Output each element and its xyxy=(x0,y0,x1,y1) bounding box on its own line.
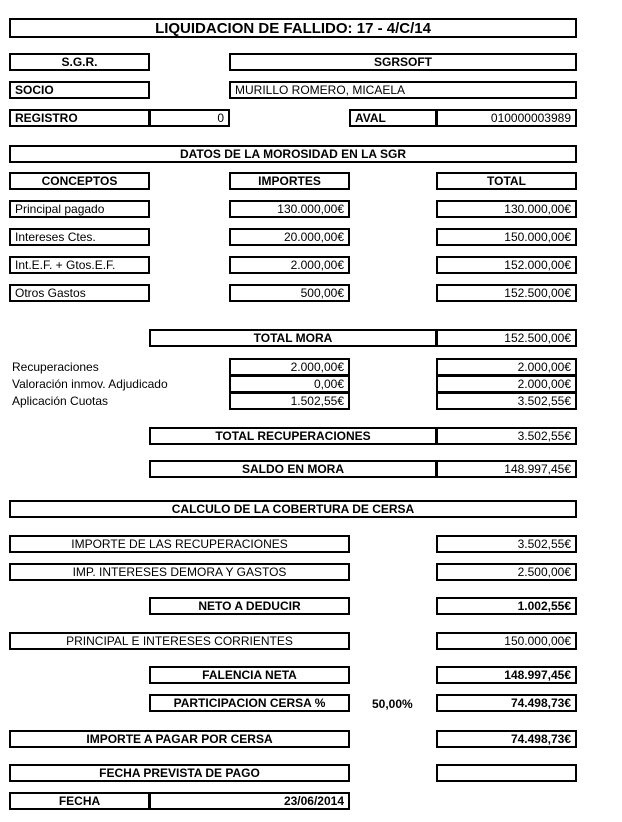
principal-intereses-value: 150.000,00€ xyxy=(436,632,577,650)
total-otros-gastos: 152.500,00€ xyxy=(436,284,577,302)
saldo-mora-value: 148.997,45€ xyxy=(436,460,577,478)
col-header-total: TOTAL xyxy=(436,172,577,190)
importe-recuperaciones-value: 3.502,55€ xyxy=(436,535,577,553)
neto-deducir-label: NETO A DEDUCIR xyxy=(149,597,350,615)
importe-otros-gastos: 500,00€ xyxy=(229,284,350,302)
registro-label: REGISTRO xyxy=(9,109,150,127)
total-mora-label: TOTAL MORA xyxy=(149,329,437,347)
total-mora-value: 152.500,00€ xyxy=(436,329,577,347)
col-header-conceptos: CONCEPTOS xyxy=(9,172,150,190)
aplicacion-cuotas-total: 3.502,55€ xyxy=(436,392,577,410)
fecha-prevista-label: FECHA PREVISTA DE PAGO xyxy=(9,764,350,782)
morosidad-section-title: DATOS DE LA MOROSIDAD EN LA SGR xyxy=(9,145,577,163)
aval-label: AVAL xyxy=(349,109,437,127)
valoracion-importe: 0,00€ xyxy=(229,375,350,393)
aplicacion-cuotas-label: Aplicación Cuotas xyxy=(12,394,109,408)
recuperaciones-total: 2.000,00€ xyxy=(436,358,577,376)
total-intereses-ctes: 150.000,00€ xyxy=(436,228,577,246)
participacion-value: 74.498,73€ xyxy=(436,694,577,712)
fecha-prevista-value xyxy=(436,764,577,782)
fecha-label: FECHA xyxy=(9,792,150,810)
sgr-value: SGRSOFT xyxy=(229,53,577,71)
total-recuperaciones-label: TOTAL RECUPERACIONES xyxy=(149,427,437,445)
recuperaciones-importe: 2.000,00€ xyxy=(229,358,350,376)
imp-intereses-value: 2.500,00€ xyxy=(436,563,577,581)
importe-pagar-value: 74.498,73€ xyxy=(436,730,577,748)
concepto-principal-pagado: Principal pagado xyxy=(9,200,150,218)
valoracion-total: 2.000,00€ xyxy=(436,375,577,393)
participacion-pct: 50,00% xyxy=(372,697,413,711)
col-header-importes: IMPORTES xyxy=(229,172,350,190)
falencia-neta-value: 148.997,45€ xyxy=(436,666,577,684)
concepto-intereses-ctes: Intereses Ctes. xyxy=(9,228,150,246)
principal-intereses-label: PRINCIPAL E INTERESES CORRIENTES xyxy=(9,632,350,650)
socio-value: MURILLO ROMERO, MICAELA xyxy=(229,81,577,99)
aval-value: 010000003989 xyxy=(436,109,577,127)
importe-intereses-ctes: 20.000,00€ xyxy=(229,228,350,246)
recuperaciones-label: Recuperaciones xyxy=(12,360,99,374)
falencia-neta-label: FALENCIA NETA xyxy=(149,666,350,684)
total-int-ef: 152.000,00€ xyxy=(436,256,577,274)
cobertura-section-title: CALCULO DE LA COBERTURA DE CERSA xyxy=(9,500,577,518)
valoracion-label: Valoración inmov. Adjudicado xyxy=(12,377,168,391)
neto-deducir-value: 1.002,55€ xyxy=(436,597,577,615)
importe-int-ef: 2.000,00€ xyxy=(229,256,350,274)
sgr-label: S.G.R. xyxy=(9,53,150,71)
concepto-int-ef: Int.E.F. + Gtos.E.F. xyxy=(9,256,150,274)
page-title: LIQUIDACION DE FALLIDO: 17 - 4/C/14 xyxy=(9,18,577,38)
importe-pagar-label: IMPORTE A PAGAR POR CERSA xyxy=(9,730,350,748)
importe-principal-pagado: 130.000,00€ xyxy=(229,200,350,218)
fecha-value: 23/06/2014 xyxy=(149,792,350,810)
participacion-label: PARTICIPACION CERSA % xyxy=(149,694,350,712)
registro-value: 0 xyxy=(149,109,230,127)
total-recuperaciones-value: 3.502,55€ xyxy=(436,427,577,445)
concepto-otros-gastos: Otros Gastos xyxy=(9,284,150,302)
saldo-mora-label: SALDO EN MORA xyxy=(149,460,437,478)
total-principal-pagado: 130.000,00€ xyxy=(436,200,577,218)
socio-label: SOCIO xyxy=(9,81,150,99)
imp-intereses-label: IMP. INTERESES DEMORA Y GASTOS xyxy=(9,563,350,581)
aplicacion-cuotas-importe: 1.502,55€ xyxy=(229,392,350,410)
importe-recuperaciones-label: IMPORTE DE LAS RECUPERACIONES xyxy=(9,535,350,553)
